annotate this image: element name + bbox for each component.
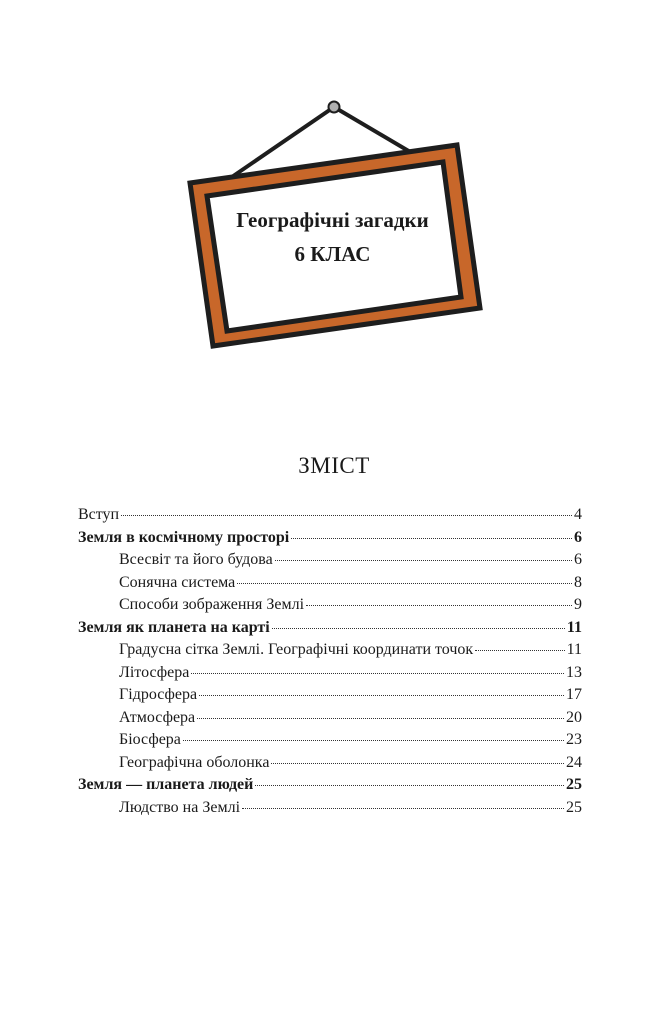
toc-section-row — [78, 776, 582, 799]
toc-entry-page: 8 — [574, 573, 582, 591]
toc-entry-page: 4 — [574, 506, 582, 523]
toc-entry-title: Земля як планета на карті — [78, 618, 270, 636]
toc-entry-page: 6 — [574, 528, 582, 546]
toc-entry-title: Градусна сітка Землі. Географічні координати точок — [119, 641, 474, 658]
toc-entry-page: 25 — [566, 798, 582, 816]
toc-subsection-row — [78, 686, 582, 709]
toc-subsection-row — [78, 731, 582, 754]
toc-intro-row — [78, 506, 582, 529]
dot-leader — [272, 628, 565, 629]
toc-entry-page: 25 — [566, 776, 582, 793]
toc-subsection-row — [78, 709, 582, 732]
toc-subsection-row — [78, 596, 582, 619]
toc-entry-page: 24 — [566, 753, 582, 771]
toc-entry-title: Біосфера — [119, 731, 181, 748]
toc-entry-title: Способи зображення Землі — [119, 596, 305, 613]
nail-icon — [329, 102, 340, 113]
toc-entry-title: Атмосфера — [119, 708, 196, 726]
toc-subsection-row — [78, 754, 582, 777]
dot-leader — [475, 650, 564, 651]
dot-leader — [191, 673, 564, 674]
dot-leader — [255, 785, 564, 786]
toc-entry-title: Гідросфера — [119, 686, 198, 703]
dot-leader — [271, 763, 564, 764]
toc-entry-title: Всесвіт та його будова — [119, 551, 273, 568]
dot-leader — [306, 605, 572, 606]
hanging-string-right — [334, 107, 412, 153]
dot-leader — [183, 740, 564, 741]
toc-entry-page: 17 — [566, 686, 582, 703]
toc-subsection-row — [78, 551, 582, 574]
toc-subsection-row — [78, 799, 582, 822]
toc-entry-title: Сонячна система — [119, 573, 236, 591]
toc-section-row — [78, 619, 582, 642]
toc-heading: ЗМІСТ — [298, 453, 370, 478]
toc-entry-title: Географічна оболонка — [119, 753, 270, 771]
toc-entry-page: 9 — [574, 596, 582, 613]
toc-entry-title: Вступ — [78, 506, 120, 523]
dot-leader — [275, 560, 572, 561]
dot-leader — [237, 583, 572, 584]
hanging-frame-illustration — [0, 0, 668, 360]
toc-entry-page: 11 — [566, 618, 582, 636]
dot-leader — [121, 515, 572, 516]
toc-entry-page: 13 — [566, 663, 582, 681]
toc-section-row — [78, 529, 582, 552]
toc-subsection-row — [78, 664, 582, 687]
dot-leader — [291, 538, 572, 539]
toc-entry-title: Земля в космічному просторі — [78, 528, 290, 546]
toc-entry-page: 20 — [566, 708, 582, 726]
toc-subsection-row — [78, 574, 582, 597]
toc-entry-page: 23 — [566, 731, 582, 748]
table-of-contents — [78, 506, 582, 821]
toc-entry-page: 6 — [574, 551, 582, 568]
toc-entry-title: Земля — планета людей — [78, 776, 254, 793]
toc-entry-page: 11 — [566, 641, 582, 658]
dot-leader — [197, 718, 564, 719]
dot-leader — [199, 695, 564, 696]
dot-leader — [242, 808, 564, 809]
frame-title-line2: 6 КЛАС — [294, 242, 371, 266]
toc-entry-title: Літосфера — [119, 663, 190, 681]
toc-entry-title: Людство на Землі — [119, 798, 241, 816]
frame-title-line1: Географічні загадки — [236, 208, 429, 232]
toc-subsection-row — [78, 641, 582, 664]
